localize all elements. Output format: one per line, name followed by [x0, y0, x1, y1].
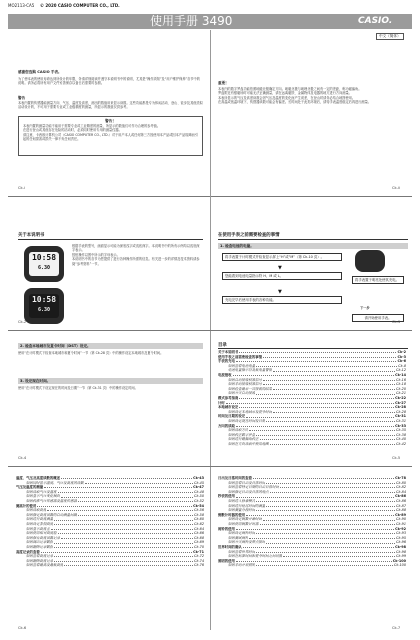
- toc-entry-label: 如何测试闹铃: [228, 535, 249, 540]
- toc-entry-label: 如何使用相对高度值: [26, 531, 57, 536]
- toc-entry-label: 如何校正数字罗盘: [228, 432, 256, 437]
- toc-entry-label: 如何在方向读取中使用地图: [228, 441, 269, 446]
- toc-entry-page: Ck-93: [396, 531, 406, 536]
- step-text: 使用“在计时模式下检查本地城市和夏令时间”一节（第 Ck-28 页）中的操作设定本地城市及夏令时间。: [18, 351, 164, 355]
- toc-entry-page: Ck-45: [194, 480, 204, 485]
- toc-entry-label: 如何设定参照高度: [26, 521, 54, 526]
- toc-entry-page: Ck-74: [194, 558, 204, 563]
- toc-entry-page: Ck-48: [194, 489, 204, 494]
- env-title: 警告: [18, 96, 26, 100]
- about-item: 本说明书中的各节为您提供了进行各种操作所需的信息。有关进一步的详情及技术资料请参阅“参考资料”一节。: [72, 257, 200, 266]
- toc-entry-page: Ck-40: [396, 437, 406, 442]
- toc-entry-page: Ck-14: [395, 372, 406, 377]
- toc-leader-dots: [263, 355, 396, 358]
- step-bar: 1. 检查电池的电量。: [218, 243, 408, 249]
- toc-leader-dots: [256, 364, 397, 367]
- toc-entry-label: 如何显示气压变化倾向: [26, 494, 60, 499]
- toc-entry-page: Ck-47: [193, 485, 204, 490]
- toc-entry-page: Ck-22: [395, 395, 406, 400]
- watch-illustration: [24, 288, 64, 324]
- toc-entry-label: 如何同时显示温度、气压及高度的读数: [26, 480, 84, 485]
- toc-leader-dots: [236, 424, 394, 427]
- toc-list: [16, 476, 204, 568]
- toc-leader-dots: [260, 522, 396, 525]
- toc-entry-page: Ck-33: [395, 423, 406, 428]
- toc-entry-page: Ck-72: [194, 554, 204, 559]
- warning-title: 警告！: [105, 119, 116, 123]
- toc-leader-dots: [61, 494, 193, 497]
- toc-leader-dots: [266, 481, 395, 484]
- toc-leader-dots: [47, 508, 193, 511]
- toc-entry-page: Ck-38: [396, 432, 406, 437]
- toc-entry-label: 方向的读取: [218, 423, 235, 428]
- toc-leader-dots: [41, 550, 192, 553]
- toc-entry-page: Ck-82: [396, 485, 406, 490]
- toc-entry-label: 模式参考指南: [218, 395, 239, 400]
- toc-entry-label: 如何设定本地城市及夏令时间: [228, 409, 273, 414]
- toc-entry-page: Ck-3: [397, 354, 406, 359]
- toc-leader-dots: [249, 428, 395, 431]
- toc-leader-dots: [266, 504, 395, 507]
- watch-date: 6.30: [37, 265, 51, 271]
- toc-entry-label: 如何进行经过时间的测量: [228, 503, 266, 508]
- toc-entry-page: Ck-69: [194, 540, 204, 545]
- toc-entry-label: 如何自动接收校准信号: [228, 377, 262, 382]
- toc-leader-dots: [239, 405, 394, 408]
- toc-leader-dots: [61, 476, 192, 479]
- toc-leader-dots: [256, 433, 395, 436]
- toc-entry-label: 如何读取气压及温度: [26, 489, 57, 494]
- toc-entry-page: Ck-20: [396, 386, 406, 391]
- page-number: Ck-i: [18, 186, 25, 190]
- toc-entry-label: 如何检查最后一次接收的结果: [228, 386, 273, 391]
- toc-leader-dots: [273, 410, 395, 413]
- watch-time: 10:58: [31, 253, 57, 262]
- toc-leader-dots: [270, 490, 395, 493]
- toc-leader-dots: [266, 540, 395, 543]
- toc-leader-dots: [270, 442, 395, 445]
- toc-entry-label: 如何进入秒表模式: [228, 498, 256, 503]
- page-divider: [8, 330, 412, 331]
- toc-leader-dots: [263, 517, 395, 520]
- about-item: 根据手表的型号，画面显示可能为深底浅字或浅底深字。本说明书中的所有示例均以浅底深字表示。: [72, 244, 200, 253]
- watch-time: 10:58: [31, 295, 57, 304]
- section-rule: [218, 348, 408, 349]
- toc-entry-page: Ck-54: [193, 503, 204, 508]
- toc-list: [218, 350, 406, 446]
- toc-entry-page: Ck-31: [396, 418, 406, 423]
- section-rule: [18, 239, 203, 240]
- toc-entry-label: 本地城市设定: [218, 405, 239, 410]
- toc-entry-page: Ck-64: [194, 526, 204, 531]
- toc-entry-page: Ck-68: [194, 535, 204, 540]
- section-title: 关于本说明书: [18, 233, 45, 238]
- toc-entry-page: Ck-98: [396, 549, 406, 554]
- language-tag: 中文（简体）: [376, 33, 404, 40]
- toc-entry-page: Ck-84: [396, 489, 406, 494]
- toc-entry-page: Ck-58: [194, 512, 204, 517]
- toc-entry-label: 时间及日期的设定: [218, 414, 246, 419]
- toc-entry-page: Ck-42: [396, 441, 406, 446]
- greeting: 感谢您选购 CASIO 手表。: [18, 70, 62, 74]
- toc-entry-page: Ck-50: [194, 494, 204, 499]
- toc-entry-label: 气压及温度的测量: [16, 485, 44, 490]
- toc-title: 目录: [218, 343, 227, 348]
- flow-step: 将手表置于明亮处使其充电。: [352, 276, 404, 284]
- toc-leader-dots: [273, 387, 395, 390]
- toc-entry-page: Ck-86: [396, 498, 406, 503]
- toc-leader-dots: [54, 540, 193, 543]
- toc-entry-label: 测高计的使用: [16, 503, 37, 508]
- toc-entry-label: 如何手动开启照明: [228, 563, 256, 568]
- toc-entry-label: 如何读取高度: [26, 508, 47, 513]
- toc-leader-dots: [256, 508, 395, 511]
- toc-entry-label: 如何使用倒数计时器: [228, 521, 259, 526]
- toc-entry-label: 如何查看世界时间: [228, 549, 256, 554]
- toc-entry-label: 如何开关自动接收: [228, 391, 256, 396]
- watch-illustration: [24, 246, 64, 282]
- toc-entry-page: Ck-31: [395, 414, 406, 419]
- toc-entry-label: 如何进行磁偏角校正: [228, 437, 259, 442]
- toc-leader-dots: [236, 527, 394, 530]
- about-item: 按钮操作以图中所示的字母表示。: [72, 252, 120, 257]
- toc-leader-dots: [273, 368, 395, 371]
- toc-entry-page: Ck-78: [395, 476, 406, 480]
- toc-entry-page: Ck-43: [193, 476, 204, 480]
- toc-leader-dots: [239, 396, 394, 399]
- toc-entry-page: Ck-35: [396, 428, 406, 433]
- toc-entry-label: 如何删除记录数据: [26, 544, 54, 549]
- toc-entry-label: 电波接收: [218, 372, 232, 377]
- toc-leader-dots: [256, 499, 395, 502]
- toc-entry-page: Ck-86: [395, 494, 406, 499]
- toc-leader-dots: [236, 494, 394, 497]
- toc-leader-dots: [239, 350, 396, 353]
- toc-leader-dots: [64, 563, 193, 566]
- toc-entry-label: 如何进行高度测量: [26, 517, 54, 522]
- toc-entry[interactable]: [218, 563, 406, 568]
- toc-leader-dots: [246, 414, 394, 417]
- toc-leader-dots: [37, 504, 192, 507]
- page-number: Ck-4: [18, 456, 27, 460]
- down-arrow-icon: ▼: [278, 289, 282, 295]
- toc-entry-page: Ck-6: [397, 359, 406, 364]
- toc-entry-label: 如何查看高度记录: [26, 554, 54, 559]
- about-manual-list: [72, 244, 202, 266]
- toc-entry-page: Ck-76: [194, 563, 204, 568]
- toc-entry[interactable]: [16, 563, 204, 568]
- toc-entry-page: Ck-52: [194, 498, 204, 503]
- toc-entry-label: 闹铃的使用: [218, 526, 235, 531]
- flow-step: 充电完毕后使用手表的各种功能。: [222, 296, 342, 304]
- toc-entry[interactable]: [218, 442, 406, 447]
- flow-step: 您能看到电池电量指示符 H、M 或 L。: [222, 272, 342, 280]
- watch-face: [29, 294, 59, 318]
- toc-leader-dots: [85, 481, 193, 484]
- warning-item: 在进行登山或其他存在危险的活动时，必须同时使用专用的测量仪器。: [23, 128, 122, 133]
- toc-entry-label: 计时: [218, 400, 225, 405]
- toc-entry-label: 如何保存高度读数记录: [26, 535, 60, 540]
- section-title: 在使用手表之前需要检查的事情: [218, 233, 280, 238]
- toc-leader-dots: [54, 517, 193, 520]
- toc-entry-label: 如何校准气压传感器及温度传感器: [26, 498, 77, 503]
- page-number: Ck-5: [392, 456, 401, 460]
- important-item: 罗盘附近有强磁场时可能无法正确测量，请在远离磁铁、金属物体及电器的地方进行方向测量。: [218, 91, 352, 96]
- flow-next-label: 下一步: [360, 306, 370, 310]
- toc-leader-dots: [61, 536, 193, 539]
- toc-entry-page: Ck-56: [194, 508, 204, 513]
- toc-entry-label: 如何指定日出及日落的地点: [228, 489, 269, 494]
- toc-leader-dots: [253, 476, 394, 479]
- env-paragraph: 本表内置的传感器能测量方向、气压、温度及高度，测出的数值用来显示读数。这些功能都是专为休闲活动、登山、徒步及其他类似活动设计的，不可用于需要专业或工业级精度的测量，所显示的数值仅供参考。: [18, 101, 203, 110]
- toc-entry-label: 如何删除高度记录: [26, 558, 54, 563]
- important-item: 本表内的数字罗盘功能依照地磁北极确定方向。地磁北极与地理北极之间有一定的差距，称为磁偏角。: [218, 87, 362, 91]
- toc-entry-page: Ck-71: [193, 549, 204, 554]
- toc-entry-page: Ck-100: [393, 563, 406, 568]
- page-number: Ck-7: [392, 626, 401, 630]
- toc-leader-dots: [58, 490, 194, 493]
- toc-entry-label: 电池电量指示符及低电量警报: [228, 368, 273, 373]
- page-title: 使用手册 3490: [150, 14, 233, 28]
- toc-entry-label: 使用手表之前需要检查的事情: [218, 354, 263, 359]
- toc-entry-label: 世界时间的确认: [218, 544, 242, 549]
- toc-entry-page: Ck-96: [396, 540, 406, 545]
- toc-entry-page: Ck-66: [194, 531, 204, 536]
- toc-leader-dots: [260, 437, 396, 440]
- toc-entry-page: Ck-90: [396, 517, 406, 522]
- toc-entry-label: 如何测量分段时间: [228, 508, 256, 513]
- toc-entry-label: 如何查看最高及最低高度: [26, 563, 64, 568]
- toc-entry-label: 如何设定现在时间及日期: [228, 418, 266, 423]
- toc-entry-page: Ck-2: [397, 350, 406, 354]
- toc-entry-label: 如何在标准时间和夏令时间之间切换: [228, 554, 283, 559]
- toc-leader-dots: [44, 485, 192, 488]
- toc-entry-page: Ck-99: [396, 554, 406, 559]
- toc-leader-dots: [51, 527, 193, 530]
- warning-item: 请注意，卡西欧计算机公司（CASIO COMPUTER CO., LTD.）对于用户本人或任何第三方因使用本产品或因本产品故障而引起的任何损害或损失一律不负任何责任。: [23, 132, 198, 142]
- watch-date: 6.30: [37, 307, 51, 313]
- toc-entry-page: Ck-27: [395, 400, 406, 405]
- toc-entry-label: 关于本说明书: [218, 350, 239, 354]
- section-rule: [218, 239, 408, 240]
- toc-leader-dots: [266, 419, 395, 422]
- toc-entry-page: Ck-60: [194, 517, 204, 522]
- toc-leader-dots: [233, 373, 395, 376]
- toc-leader-dots: [243, 545, 394, 548]
- toc-entry-label: 如何设定闹铃时间: [228, 531, 256, 536]
- toc-leader-dots: [236, 559, 392, 562]
- warning-box: [18, 116, 203, 156]
- important-item: 在高温或低温环境下，传感器读数可能会有偏差。长时间处于此类环境后，请待手表温度稳定后再进行测量。: [218, 100, 371, 105]
- toc-leader-dots: [236, 359, 397, 362]
- toc-entry-page: Ck-8: [398, 363, 406, 368]
- toc-leader-dots: [58, 531, 194, 534]
- toc-entry-label: 如何手动接收校准信号: [228, 382, 262, 387]
- toc-leader-dots: [263, 378, 395, 381]
- toc-leader-dots: [283, 554, 395, 557]
- toc-entry-page: Ck-100: [392, 558, 406, 563]
- toc-entry-page: Ck-87: [396, 503, 406, 508]
- toc-leader-dots: [226, 401, 394, 404]
- toc-entry-label: 如何查看日出及日落时间: [228, 480, 266, 485]
- toc-leader-dots: [54, 554, 193, 557]
- toc-entry-label: 倒数计时器的使用: [218, 512, 246, 517]
- toc-leader-dots: [263, 382, 395, 385]
- toc-list: [218, 476, 406, 568]
- down-arrow-icon: ▼: [278, 265, 282, 271]
- toc-entry-label: 如何指定高度读数的自动测量间隔: [26, 512, 77, 517]
- important-list: [218, 87, 406, 105]
- toc-leader-dots: [54, 545, 193, 548]
- step-text: 使用“在计时模式下设定现在的时间及日期”一节（第 Ck-31 页）中的操作设定时间。: [18, 386, 138, 390]
- toc-entry-page: Ck-12: [396, 368, 406, 373]
- toc-leader-dots: [256, 391, 395, 394]
- toc-leader-dots: [246, 513, 394, 516]
- toc-entry-page: Ck-92: [395, 526, 406, 531]
- flow-step: 将手表置于计时模式并检查显示屏上“H”或“M”（第 Ck-10 页）。: [222, 253, 342, 261]
- toc-entry-page: Ck-89: [395, 512, 406, 517]
- toc-entry-page: Ck-16: [396, 377, 406, 382]
- toc-leader-dots: [78, 499, 193, 502]
- toc-entry-label: 如何查看电池电量: [228, 363, 256, 368]
- toc-entry-label: 如何读取方向: [228, 428, 249, 433]
- toc-leader-dots: [78, 513, 193, 516]
- toc-entry-page: Ck-95: [396, 535, 406, 540]
- toc-leader-dots: [54, 522, 193, 525]
- watch-face: [29, 252, 59, 276]
- toc-entry-page: Ck-28: [395, 405, 406, 410]
- toc-entry-page: Ck-28: [396, 409, 406, 414]
- toc-entry-page: Ck-18: [396, 382, 406, 387]
- important-item: 本表所显示的气压及高度读数会因气压及温度的变化而产生误差，在登山时请务必结合地图使用。: [218, 95, 356, 100]
- warning-item: 本表内置的测量功能不能用于需要专业或工业精度的测量，所显示的数值仅可作为合理的参考值。: [23, 123, 161, 128]
- page-number: Ck-2: [18, 320, 27, 324]
- toc-entry-page: Ck-70: [194, 544, 204, 549]
- toc-entry-page: Ck-80: [396, 480, 406, 485]
- toc-entry-label: 温度、气压及高度读数的概述: [16, 476, 61, 480]
- toc-leader-dots: [256, 550, 395, 553]
- page-number: Ck-6: [18, 626, 27, 630]
- toc-entry-label: 如何设定倒数开始时间: [228, 517, 262, 522]
- intro-paragraph: 为了使本表的使用寿命达到所设计的年限，务请详细阅读并遵守本说明书中的说明，尤其是“操作须知”及“用户维护保养”各节中的说明。请务必将所有用户文件妥善保存以备日后需要时参照。: [18, 77, 200, 86]
- document-code: MO2113-CA5: [8, 3, 35, 8]
- important-title: 重要！: [218, 81, 229, 85]
- toc-leader-dots: [256, 563, 393, 566]
- toc-entry-label: 如何显示高度差: [26, 526, 50, 531]
- toc-entry-page: Ck-62: [194, 521, 204, 526]
- page-number: Ck-ii: [392, 186, 400, 190]
- toc-leader-dots: [249, 536, 395, 539]
- toc-entry-label: 高度记录的查看: [16, 549, 40, 554]
- toc-entry-label: 如何查看特定日期的日出日落时间: [228, 485, 279, 490]
- toc-entry-label: 如何开关闹铃及整点报时: [228, 540, 266, 545]
- toc-entry-page: Ck-21: [396, 391, 406, 396]
- flow-end: 请开始使用手表。: [352, 314, 404, 322]
- page-divider: [8, 466, 412, 467]
- toc-entry-label: 日出及日落时间的查看: [218, 476, 252, 480]
- toc-leader-dots: [280, 485, 395, 488]
- toc-entry-label: 秒表的使用: [218, 494, 235, 499]
- watch-small-illustration: [355, 250, 385, 272]
- page-number: Ck-3: [392, 320, 401, 324]
- toc-entry-label: 手表的充电: [218, 359, 235, 364]
- toc-entry-label: 照明的使用: [218, 558, 235, 563]
- toc-entry-page: Ck-91: [396, 521, 406, 526]
- toc-entry-page: Ck-98: [395, 544, 406, 549]
- step-bar: 2. 检查本地城市及夏令时间（DST）设定。: [18, 343, 203, 349]
- toc-leader-dots: [54, 559, 193, 562]
- toc-entry-page: Ck-88: [396, 508, 406, 513]
- copyright: © 2020 CASIO COMPUTER CO., LTD.: [40, 3, 120, 8]
- toc-leader-dots: [256, 531, 395, 534]
- casio-logo: CASIO.: [358, 16, 393, 26]
- step-bar: 3. 设定现在时间。: [18, 378, 203, 384]
- toc-entry-label: 如何调出记录数据: [26, 540, 54, 545]
